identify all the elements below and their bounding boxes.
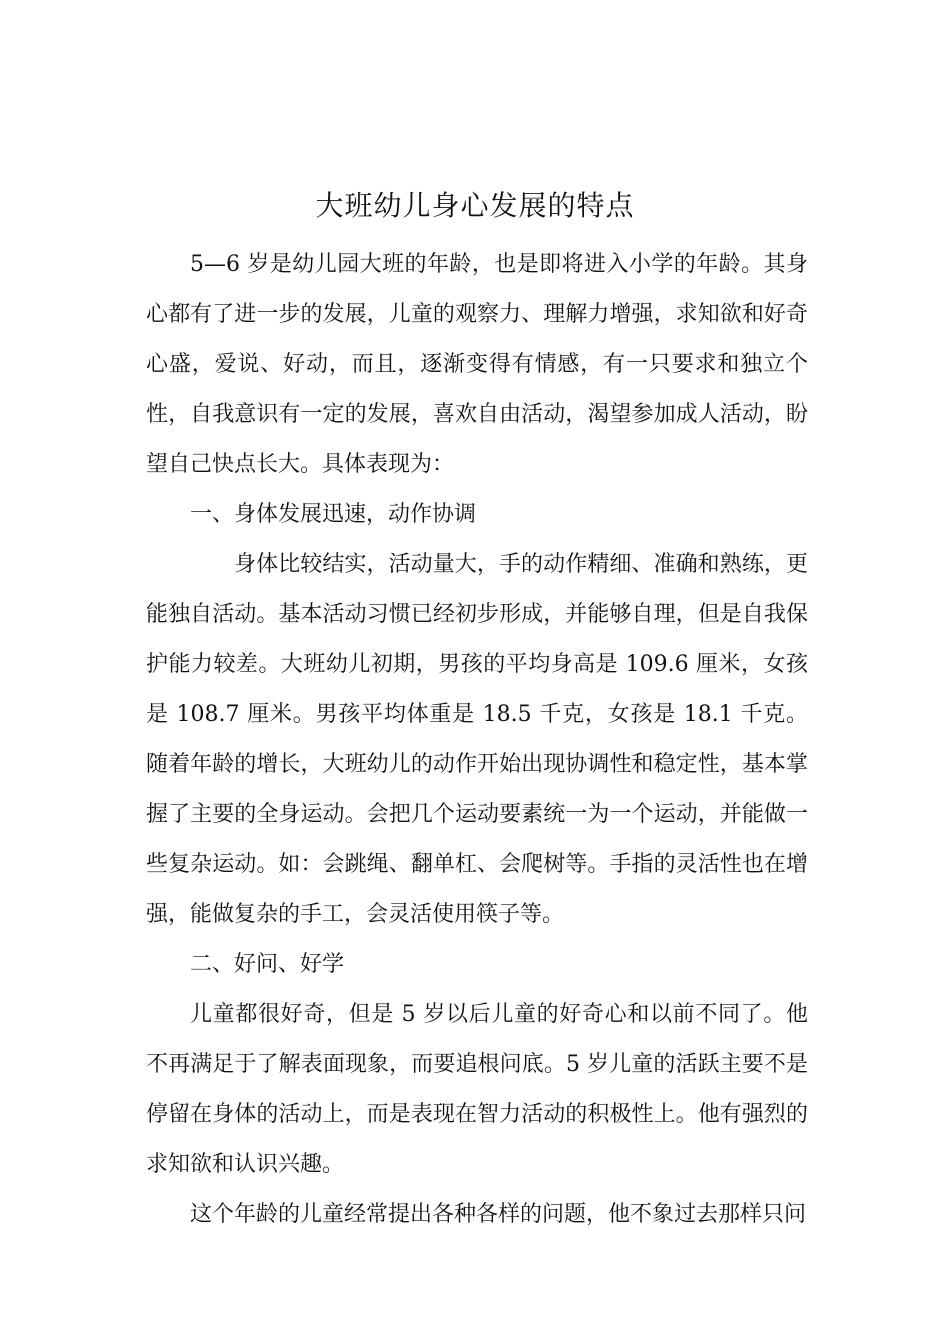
section-heading-1: 一、身体发展迅速，动作协调	[190, 502, 477, 527]
document-title: 大班幼儿身心发展的特点	[315, 189, 635, 222]
section-heading-2: 二、好问、好学	[190, 952, 345, 977]
paragraph-physical-development: 身体比较结实，活动量大，手的动作精细、准确和熟练，更能独自活动。基本活动习惯已经初步形成，并能够自理，但是自我保护能力较差。大班幼儿初期，男孩的平均身高是 109.6 厘米，女孩是 108.7 厘米。男孩平均体重是 18.5 千克，女孩是 18.1 千克。随着年龄的增长，大班幼儿的动作开始出现协调性和稳定性，基本掌握了主要的全身运动。会把几个运动要素统一为一个运动，并能做一些复杂运动。如：会跳绳、翻单杠、会爬树等。手指的灵活性也在增强，能做复杂的手工，会灵活使用筷子等。	[146, 552, 808, 927]
paragraph-intro: 5—6 岁是幼儿园大班的年龄，也是即将进入小学的年龄。其身心都有了进一步的发展，儿童的观察力、理解力增强，求知欲和好奇心盛，爱说、好动，而且，逐渐变得有情感，有一只要求和独立个性，自我意识有一定的发展，喜欢自由活动，渴望参加成人活动，盼望自己快点长大。具体表现为：	[146, 252, 808, 477]
paragraph-questions: 这个年龄的儿童经常提出各种各样的问题，他不象过去那样只问	[190, 1202, 807, 1227]
paragraph-curiosity: 儿童都很好奇，但是 5 岁以后儿童的好奇心和以前不同了。他不再满足于了解表面现象，而要追根问底。5 岁儿童的活跃主要不是停留在身体的活动上，而是表现在智力活动的积极性上。他有强烈的求知欲和认识兴趣。	[146, 1002, 808, 1177]
document-body	[146, 240, 808, 1240]
